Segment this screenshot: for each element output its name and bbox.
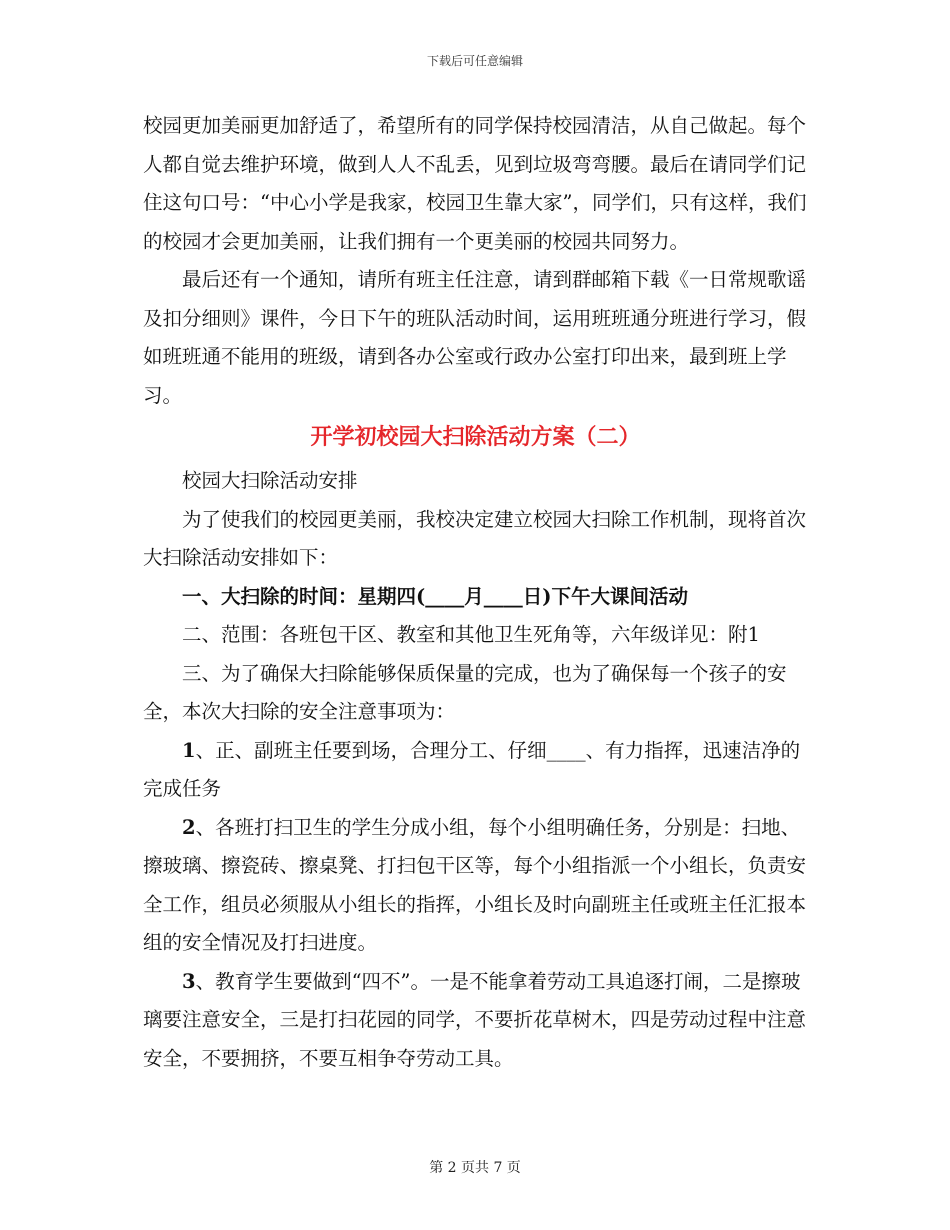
safety-item-1 [143,732,808,809]
page-footer: 第 2 页共 7 页 [429,1160,521,1176]
item-number: 3 [182,969,196,993]
item-text: 、教育学生要做到“四不”。一是不能拿着劳动工具追逐打闹，二是擦玻璃要注意安全，三是打扫花园的同学，不要折花草树木，四是劳动过程中注意安全，不要拥挤，不要互相争夺劳动工具。 [143,969,807,1070]
paragraph-time: 一、大扫除的时间：星期四(____月____日)下午大课间活动 [182,584,688,608]
item-number: 2 [182,815,196,839]
section-title: 开学初校园大扫除活动方案（二） [310,424,641,450]
item-text: 、各班打扫卫生的学生分成小组，每个小组明确任务，分别是：扫地、擦玻璃、擦瓷砖、擦桌凳、打扫包干区等，每个小组指派一个小组长，负责安全工作，组员必须服从小组长的指挥，小组长及时向副班主任或班主任汇报本组的安全情况及打扫进度。 [143,815,807,954]
paragraph-2: 最后还有一个通知，请所有班主任注意，请到群邮箱下载《一日常规歌谣及扣分细则》课件，今日下午的班队活动时间，运用班班通分班进行学习，假如班班通不能用的班级，请到各办公室或行政办公室打印出来，最到班上学习。 [143,268,807,407]
paragraph-scope: 二、范围：各班包干区、教室和其他卫生死角等，六年级详见：附1 [182,623,760,646]
paragraph-3: 校园大扫除活动安排 [182,469,358,492]
paragraph-4: 为了使我们的校园更美丽，我校决定建立校园大扫除工作机制，现将首次大扫除活动安排如下： [143,507,807,569]
document-body [143,107,808,1078]
item-text: 、正、副班主任要到场，合理分工、仔细____、有力指挥，迅速洁净的完成任务 [143,738,801,800]
safety-item-2 [143,809,808,963]
paragraph-safety-intro: 三、为了确保大扫除能够保质保量的完成，也为了确保每一个孩子的安全，本次大扫除的安全注意事项为： [143,661,787,723]
page-header: 下载后可任意编辑 [426,54,523,68]
paragraph-1: 校园更加美丽更加舒适了，希望所有的同学保持校园清洁，从自己做起。每个人都自觉去维护环境，做到人人不乱丢，见到垃圾弯弯腰。最后在请同学们记住这句口号：“中心小学是我家，校园卫生靠大家”，同学们，只有这样，我们的校园才会更加美丽，让我们拥有一个更美丽的校园共同努力。 [143,114,807,253]
item-number: 1 [182,738,196,762]
safety-item-3 [143,963,808,1079]
